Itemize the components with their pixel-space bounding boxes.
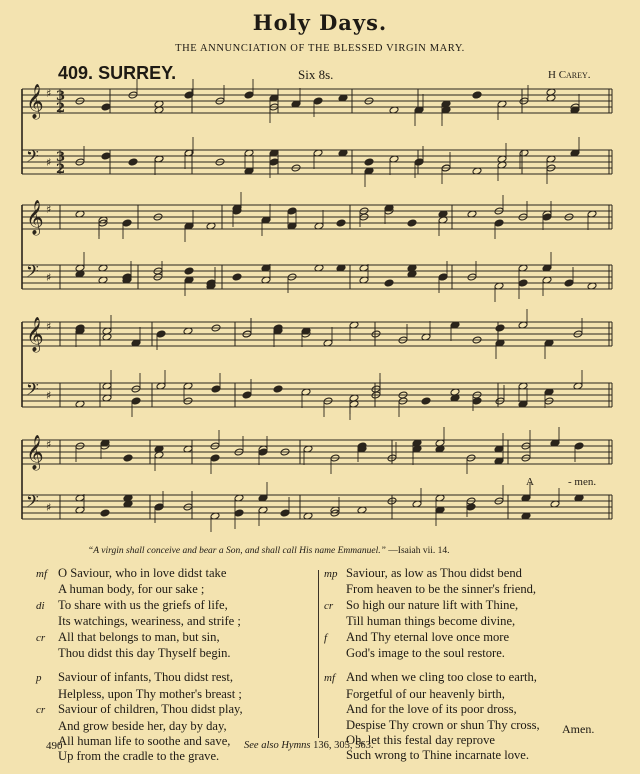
treble-clef: 𝄞 [26,84,44,119]
meter: Six 8s. [298,67,334,82]
scripture-source: —Isaiah vii. 14. [388,546,450,556]
note-head [156,330,166,338]
treble-clef: 𝄞 [26,317,44,352]
note-head [414,158,424,166]
page-footer [0,740,640,763]
sharp-sign: ♯ [46,203,52,216]
note-head [421,397,431,405]
verse-line [324,702,614,717]
see-also-reference: See also Hymns 136, 305, 563. [244,740,374,751]
note-head [210,454,220,462]
treble-clef: 𝄞 [26,435,44,470]
verse-text: Up from the cradle to the grave. [58,749,220,764]
verse-text: A human body, for our sake ; [58,582,205,597]
amen-syllable: A [526,476,534,488]
dynamic-marking: cr [324,599,334,612]
note-head [131,397,141,405]
feast-subtitle: THE ANNUNCIATION OF THE BLESSED VIRGIN MARY. [175,43,465,54]
verse-line [36,582,326,597]
section-title: Holy Days. [252,10,388,35]
note-head [128,158,138,166]
note-head [494,219,504,227]
verse-line [36,598,326,614]
sharp-sign: ♯ [46,501,52,514]
sharp-sign: ♯ [46,389,52,402]
dynamic-marking: di [36,599,45,612]
treble-clef: 𝄞 [26,200,44,235]
verse-text: And for the love of its poor dross, [346,702,517,717]
verse-text: And when we cling too close to earth, [346,670,537,685]
verse-line [324,670,614,686]
bass-clef: 𝄢 [26,261,39,285]
verse-text: All that belongs to man, but sin, [58,629,220,644]
verse-text: And grow beside her, day by day, [58,718,227,733]
verse-text: Saviour of children, Thou didst play, [58,702,243,717]
page-number: 490 [46,740,63,752]
verse-text: All human life to soothe and save, [58,734,231,749]
time-signature-bottom: 2 [56,101,66,116]
note-head [495,324,505,332]
verse-line [36,702,326,718]
hymn-number: 409. SURREY. [58,63,177,83]
scripture-quote [88,546,640,556]
dynamic-marking: mp [324,568,338,580]
verse-line [324,566,614,582]
note-head [364,158,374,166]
verse-line [324,646,614,661]
verse-text: Despise Thy crown or shun Thy cross, [346,717,540,732]
note-head [244,91,254,99]
stanza [324,566,614,661]
note-head [280,509,290,517]
verse-text: So high our nature lift with Thine, [346,597,519,612]
verse-text: To share with us the griefs of life, [58,597,228,612]
verse-line [324,687,614,702]
note-head [384,279,394,287]
note-head [564,279,574,287]
dynamic-marking: mf [36,568,47,580]
note-head [574,442,584,450]
note-head [518,279,528,287]
note-head [100,509,110,517]
note-head [211,385,221,393]
amen-syllable: - men. [568,476,597,488]
note-head [101,103,111,111]
note-head [269,158,279,166]
verse-line [324,614,614,629]
verse-line [36,646,326,661]
sharp-sign: ♯ [46,320,52,333]
verse-text: Oh, let this festal day reprove [346,733,495,748]
note-head [122,219,132,227]
note-head [123,454,133,462]
verse-text: Forgetful of our heavenly birth, [346,686,505,701]
note-head [336,219,346,227]
note-head [542,213,552,221]
tune-name: SURREY. [98,63,177,83]
dynamic-marking: cr [36,704,46,717]
bass-clef: 𝄢 [26,491,39,515]
note-head [273,385,283,393]
time-signature-top: 3 [56,150,66,165]
composer: H Carey. [548,69,591,81]
verse-line [36,687,326,702]
sharp-sign: ♯ [46,87,52,100]
verse-text: Till human things become divine, [346,614,516,629]
verse-line [36,630,326,646]
verse-text: Helpless, upon Thy mother's breast ; [58,686,242,701]
note-head [313,97,323,105]
sharp-sign: ♯ [46,438,52,451]
verse-text: God's image to the soul restore. [346,646,505,661]
note-head [242,391,252,399]
verse-line [324,582,614,597]
verse-text: Its watchings, weariness, and strife ; [58,614,241,629]
time-signature-bottom: 2 [56,162,66,177]
scripture-text: “A virgin shall conceive and bear a Son, and shall call His name Emmanuel.” [88,546,386,556]
note-head [232,273,242,281]
verse-text: From heaven to be the sinner's friend, [346,582,537,597]
dynamic-marking: p [36,672,42,685]
note-head [184,267,194,275]
amen-text: Amen. [562,722,595,736]
sharp-sign: ♯ [46,271,52,284]
verse-text: O Saviour, who in love didst take [58,566,227,580]
note-head [258,448,268,456]
verse-line [36,614,326,629]
time-signature-top: 3 [56,89,66,104]
bass-clef: 𝄢 [26,379,39,403]
bass-clef: 𝄢 [26,146,39,170]
verse-text: Saviour of infants, Thou didst rest, [58,670,234,685]
verse-text: Such wrong to Thine incarnate love. [346,748,530,763]
verse-text: Saviour, as low as Thou didst bend [346,566,522,580]
verse-text: And Thy eternal love once more [346,629,510,644]
verse-line [36,670,326,686]
note-head [407,219,417,227]
verse-text: Thou didst this day Thyself begin. [58,646,231,661]
dynamic-marking: cr [36,631,46,644]
verse-line [36,566,326,582]
dynamic-marking: mf [324,672,335,685]
note-head [101,152,111,160]
note-head [234,509,244,517]
verse-line [36,719,326,734]
sharp-sign: ♯ [46,156,52,169]
verse-line [324,630,614,646]
verse-line [324,598,614,614]
stanza [36,566,326,661]
dynamic-marking: f [324,631,328,644]
note-head [287,207,297,215]
